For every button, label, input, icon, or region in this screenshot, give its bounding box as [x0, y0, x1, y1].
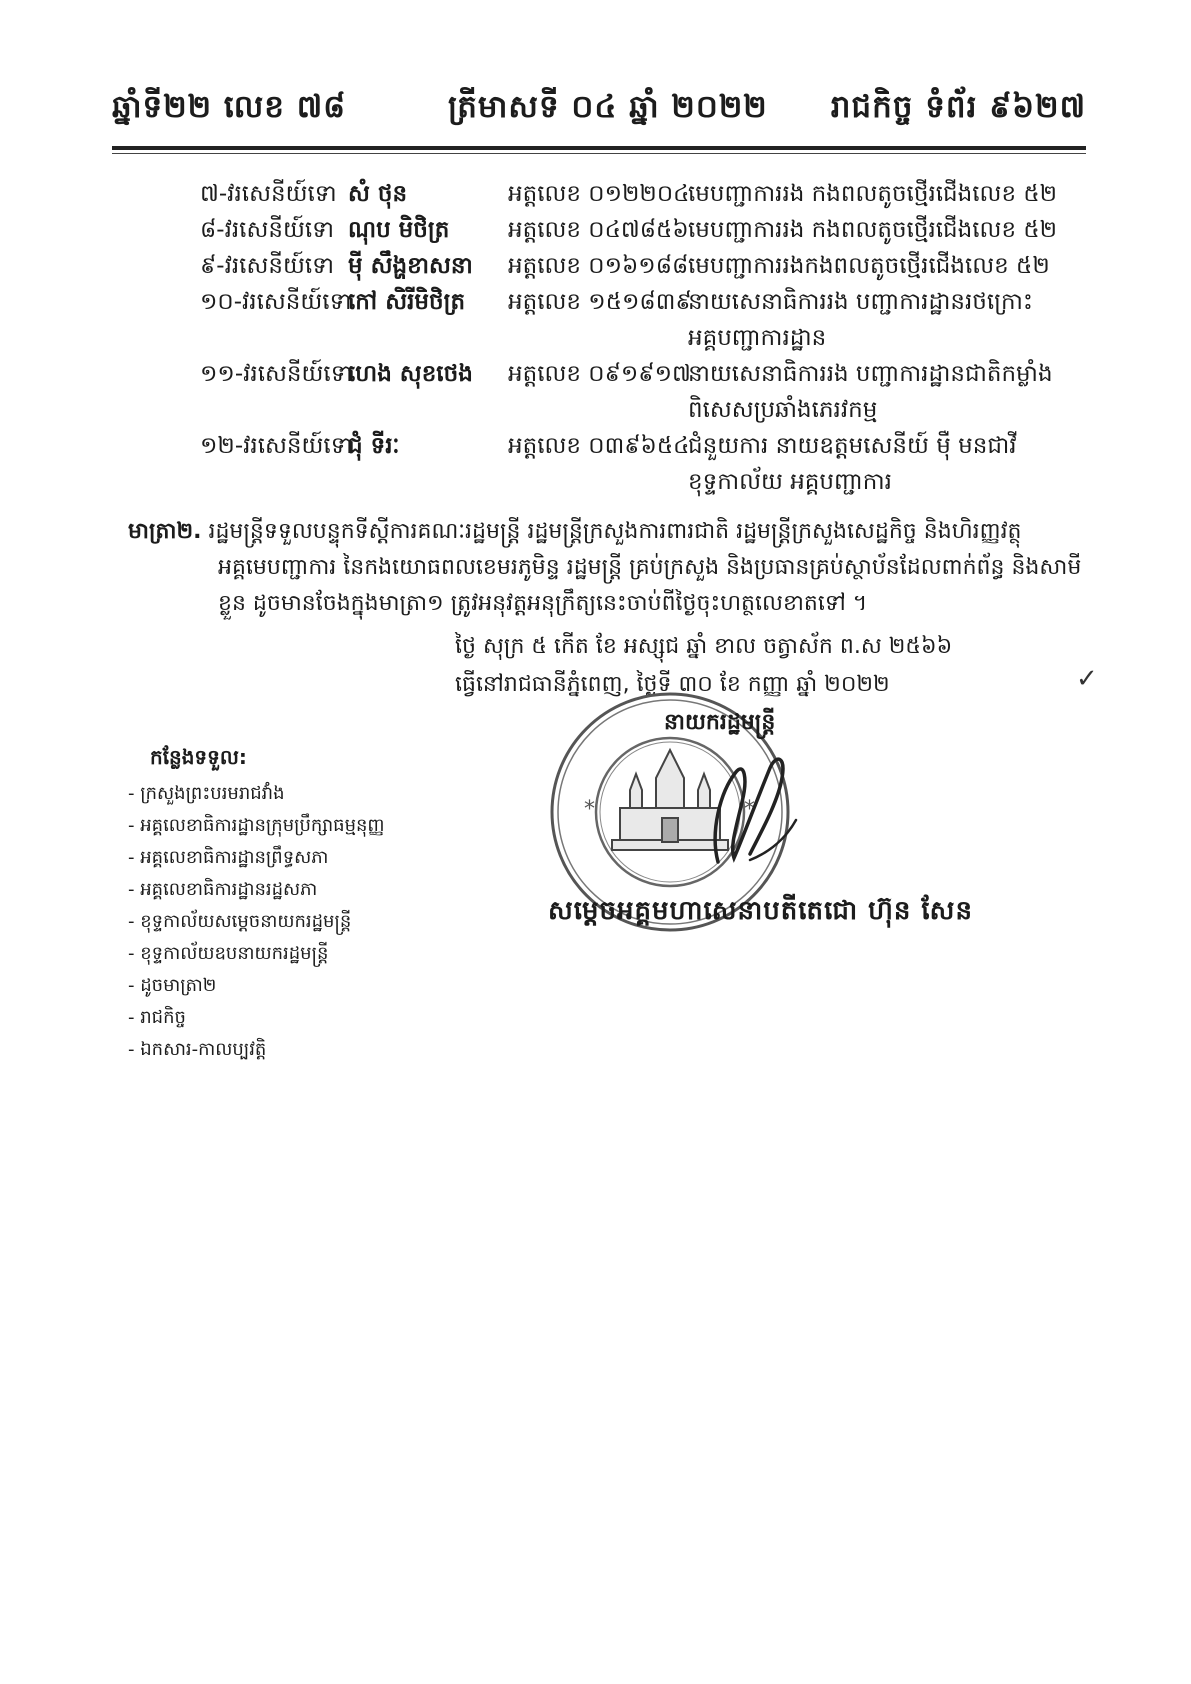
officer-rank: ១០-វរសេនីយ៍ទោ: [200, 289, 352, 315]
officer-id: អត្តលេខ ១៥១៨៣៩: [508, 289, 692, 315]
officer-position-cont: អគ្គបញ្ជាការដ្ឋាន: [688, 325, 827, 351]
header-quarter: ត្រីមាសទី ០៤ ឆ្នាំ ២០២២: [448, 89, 768, 125]
officer-position-cont: ខុទ្ទកាល័យ អគ្គបញ្ជាការ: [688, 469, 892, 495]
officer-id: អត្តលេខ ០១២២០៤: [508, 181, 690, 207]
officer-name: ហេង សុខថេង: [348, 361, 473, 387]
officer-position: នាយសេនាធិការរង បញ្ជាការដ្ឋានជាតិកម្លាំង: [688, 361, 1053, 387]
officer-name: កៅ សិរីមិថិត្រ: [348, 289, 466, 315]
officer-position: មេបញ្ជាការរង កងពលតូចថ្មើរជើងលេខ ៥២: [688, 181, 1058, 207]
gregorian-date: ធ្វើនៅរាជធានីភ្នំពេញ, ថ្ងៃទី ៣០ ខែ កញ្ញា ឆ្នាំ ២០២២: [455, 672, 890, 697]
header-rule: [112, 146, 1086, 150]
officer-position-cont: ពិសេសប្រឆាំងភេរវកម្ម: [688, 397, 878, 423]
officer-row: [200, 284, 1080, 356]
list-item: - អគ្គលេខាធិការដ្ឋានរដ្ឋសភា: [128, 879, 318, 900]
handwritten-signature: [690, 742, 810, 872]
signatory-name: សម្ដេចអគ្គមហាសេនាបតីតេជោ ហ៊ុន សែន: [548, 896, 973, 926]
recipients-title: កន្លែងទទួល:: [150, 745, 247, 769]
officer-position: មេបញ្ជាការរងកងពលតូចថ្មើរជើងលេខ ៥២: [688, 253, 1050, 279]
officer-row: [200, 356, 1080, 428]
officer-row: [200, 428, 1080, 500]
header-rule-thin: [112, 153, 1086, 154]
officer-rank: ១១-វរសេនីយ៍ទោ: [200, 361, 353, 387]
officer-id: អត្តលេខ ០៤៧៨៥៦: [508, 217, 689, 243]
officer-id: អត្តលេខ ០៣៩៦៥៤: [508, 433, 690, 459]
list-item: - ខុទ្ទកាល័យសម្ដេចនាយករដ្ឋមន្ត្រី: [128, 911, 352, 932]
list-item: - ឯកសារ-កាលប្បវត្តិ: [128, 1039, 267, 1060]
list-item: - ដូចមាត្រា២: [128, 975, 217, 996]
header-page-number: រាជកិច្ច ទំព័រ ៩៦២៧: [830, 89, 1086, 125]
svg-text:*: *: [744, 797, 755, 822]
officer-rank: ៧-វរសេនីយ៍ទោ: [200, 181, 337, 207]
list-item: - ក្រសួងព្រះបរមរាជវាំង: [128, 783, 285, 804]
officer-rank: ១២-វរសេនីយ៍ទោ: [200, 433, 353, 459]
officer-name: សំ ថុន: [348, 181, 408, 207]
article-title: មាត្រា២.: [128, 519, 202, 544]
officer-rank: ៨-វរសេនីយ៍ទោ: [200, 217, 335, 243]
officer-name: ម៉ី សឹង្ហខាសនា: [348, 253, 473, 279]
officer-list: [200, 176, 1080, 500]
article-2: [128, 514, 1083, 622]
officer-position: នាយសេនាធិការរង បញ្ជាការដ្ឋានរថក្រោះ: [688, 289, 1034, 315]
officer-rank: ៩-វរសេនីយ៍ទោ: [200, 253, 335, 279]
officer-position: ជំនួយការ នាយឧត្តមសេនីយ៍ ម៉ឺ មនជាវី: [688, 433, 1017, 459]
list-item: - រាជកិច្ច: [128, 1007, 186, 1028]
list-item: - ខុទ្ទកាល័យឧបនាយករដ្ឋមន្ត្រី: [128, 943, 329, 964]
officer-id: អត្តលេខ ០៩១៩១៧: [508, 361, 691, 387]
officer-position: មេបញ្ជាការរង កងពលតូចថ្មើរជើងលេខ ៥២: [688, 217, 1058, 243]
signatory-title: នាយករដ្ឋមន្ត្រី: [664, 710, 776, 735]
officer-name: ណុប មិថិត្រ: [348, 217, 450, 243]
officer-row: [200, 176, 1080, 212]
officer-row: [200, 212, 1080, 248]
officer-row: [200, 248, 1080, 284]
recipients-list: [128, 778, 385, 1066]
article-first-line: [128, 514, 1083, 550]
lunar-date: ថ្ងៃ សុក្រ ៥ កើត ខែ អស្សុជ ឆ្នាំ ខាល ចត្វាស័ក ព.ស ២៥៦៦: [455, 634, 953, 659]
header-year-issue: ឆ្នាំទី២២ លេខ ៧៨: [112, 89, 347, 125]
officer-name: ជុំ ទីរៈ: [348, 433, 400, 459]
officer-id: អត្តលេខ ០១៦១៨៨: [508, 253, 689, 279]
svg-text:*: *: [584, 797, 595, 822]
check-mark-icon: ✓: [1076, 664, 1098, 694]
article-text-line3: ខ្លួន ដូចមានចែងក្នុងមាត្រា១ ត្រូវអនុវត្តអនុក្រឹត្យនេះចាប់ពីថ្ងៃចុះហត្ថលេខាតទៅ ។: [218, 591, 868, 616]
article-text-line1: រដ្ឋមន្ត្រីទទួលបន្ទុកទីស្ដីការគណៈរដ្ឋមន្ត្រី រដ្ឋមន្ត្រីក្រសួងការពារជាតិ រដ្ឋមន្ត្រីក្រសួងសេដ្ឋកិច្ច និងហិរញ្ញវត្ថុ: [208, 519, 1022, 544]
article-text-line2: អគ្គមេបញ្ជាការ នៃកងយោធពលខេមរភូមិន្ទ រដ្ឋមន្ត្រី គ្រប់ក្រសួង និងប្រធានគ្រប់ស្ថាប័នដែលពាក់ព័ន្ធ និងសាមី: [218, 555, 1082, 580]
list-item: - អគ្គលេខាធិការដ្ឋានព្រឹទ្ធសភា: [128, 847, 329, 868]
list-item: - អគ្គលេខាធិការដ្ឋានក្រុមប្រឹក្សាធម្មនុញ្ញ: [128, 815, 385, 836]
